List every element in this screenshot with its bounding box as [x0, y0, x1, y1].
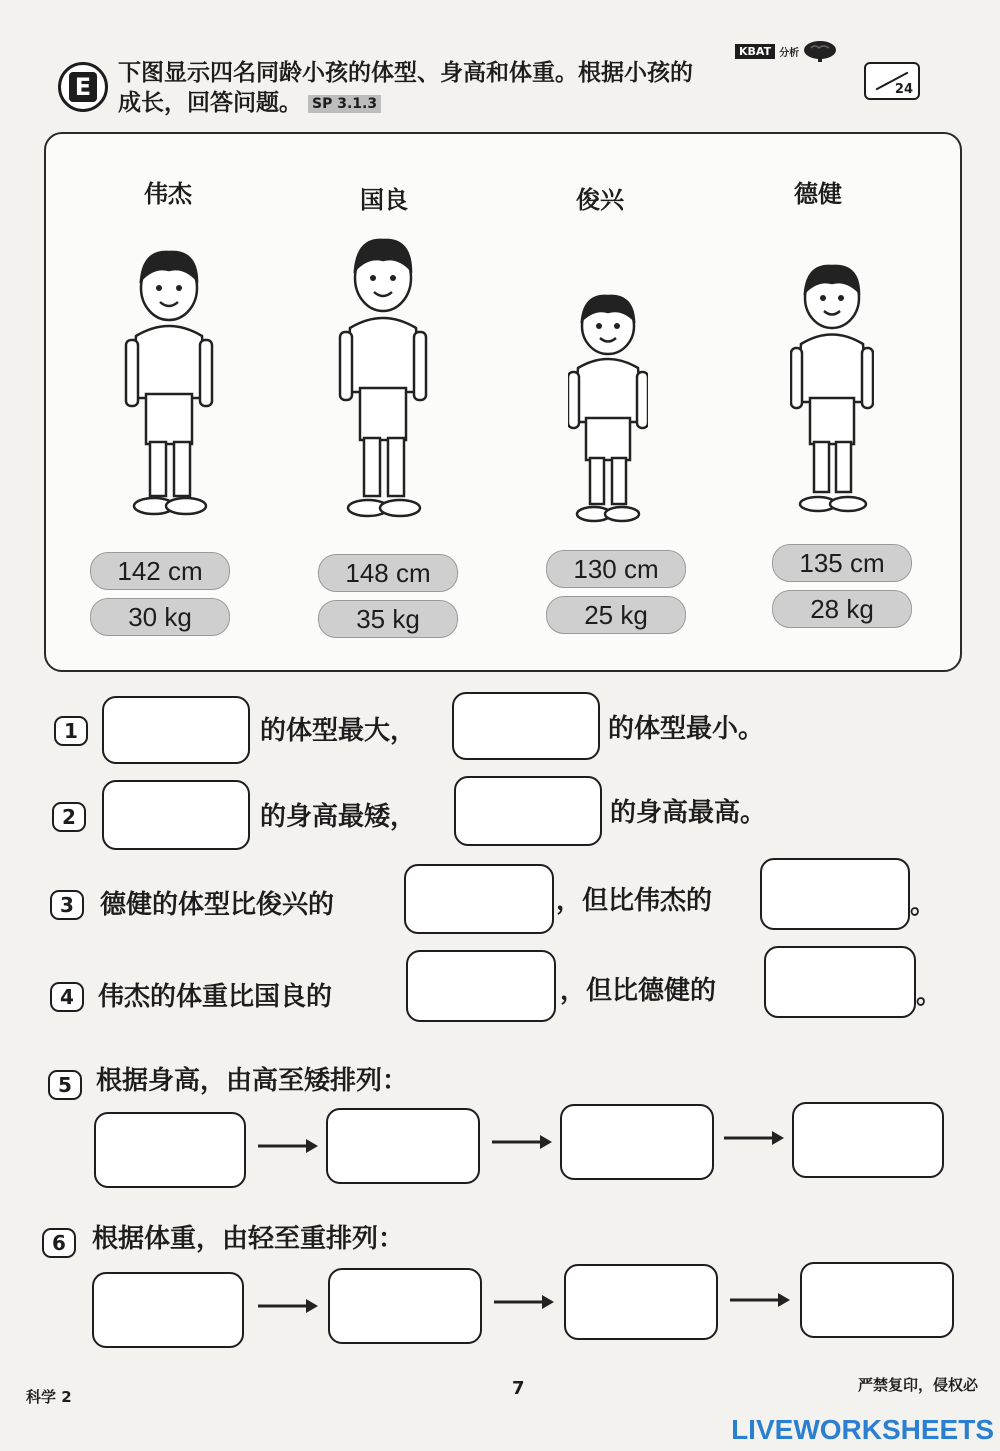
answer-box-q5-4[interactable]	[792, 1102, 944, 1178]
child-height-weijie: 142 cm	[90, 552, 230, 590]
question-text: 。	[910, 890, 937, 920]
arrow-right-icon	[492, 1292, 554, 1312]
instruction-line-2: 成长，回答问题。	[118, 90, 302, 116]
child-name-dejian: 德健	[794, 180, 842, 208]
arrow-right-icon	[490, 1132, 552, 1152]
answer-box-q4-a[interactable]	[406, 950, 556, 1022]
question-number: 5	[48, 1070, 82, 1100]
score-total: 24	[894, 82, 913, 97]
child-height-junxing: 130 cm	[546, 550, 686, 588]
answer-box-q2-shortest[interactable]	[102, 780, 250, 850]
brain-icon	[803, 40, 837, 62]
arrow-right-icon	[256, 1296, 318, 1316]
answer-box-q3-b[interactable]	[760, 858, 910, 930]
standard-code-tag: SP 3.1.3	[308, 95, 381, 113]
question-text: 伟杰的体重比国良的	[98, 982, 333, 1012]
kbat-badge	[735, 40, 837, 62]
question-number: 6	[42, 1228, 76, 1258]
child-figure-weijie	[124, 244, 214, 534]
child-figure-guoliang	[338, 232, 428, 534]
answer-box-q6-2[interactable]	[328, 1268, 482, 1344]
child-figure-junxing	[568, 288, 648, 534]
child-name-guoliang: 国良	[360, 186, 408, 214]
answer-box-q5-1[interactable]	[94, 1112, 246, 1188]
question-text: 根据身高，由高至矮排列：	[96, 1066, 409, 1096]
arrow-right-icon	[722, 1128, 784, 1148]
watermark-text: LIVEWORKSHEETS	[731, 1414, 994, 1445]
page-number: 7	[512, 1378, 525, 1399]
copyright-notice: 严禁复印，侵权必	[858, 1376, 979, 1394]
score-box	[864, 62, 920, 100]
answer-box-q6-4[interactable]	[800, 1262, 954, 1338]
child-weight-dejian: 28 kg	[772, 590, 912, 628]
question-number: 3	[50, 890, 84, 920]
answer-box-q5-3[interactable]	[560, 1104, 714, 1180]
instruction-line-1: 下图显示四名同龄小孩的体型、身高和体重。根据小孩的	[118, 60, 693, 86]
child-weight-junxing: 25 kg	[546, 596, 686, 634]
kbat-label: KBAT	[735, 44, 775, 59]
arrow-right-icon	[728, 1290, 790, 1310]
question-number: 2	[52, 802, 86, 832]
answer-box-q2-tallest[interactable]	[454, 776, 602, 846]
question-text: ，但比德健的	[560, 976, 717, 1006]
question-text: ，但比伟杰的	[556, 886, 713, 916]
question-number: 1	[54, 716, 88, 746]
answer-box-q1-largest[interactable]	[102, 696, 250, 764]
liveworksheets-watermark	[731, 1414, 994, 1446]
children-figure-panel	[44, 132, 962, 672]
answer-box-q1-smallest[interactable]	[452, 692, 600, 760]
question-text: 的身高最高。	[610, 798, 767, 828]
question-letter-badge	[58, 62, 108, 112]
question-text: 德健的体型比俊兴的	[100, 890, 335, 920]
child-height-dejian: 135 cm	[772, 544, 912, 582]
child-name-junxing: 俊兴	[576, 186, 624, 214]
answer-box-q6-3[interactable]	[564, 1264, 718, 1340]
footer-subject: 科学 2	[26, 1388, 72, 1406]
answer-box-q5-2[interactable]	[326, 1108, 480, 1184]
question-text: 的体型最大，	[260, 716, 417, 746]
child-name-weijie: 伟杰	[144, 180, 192, 208]
question-text: 的体型最小。	[608, 714, 765, 744]
child-weight-weijie: 30 kg	[90, 598, 230, 636]
instruction-text	[118, 58, 838, 118]
question-number: 4	[50, 982, 84, 1012]
question-text: 根据体重，由轻至重排列：	[92, 1224, 405, 1254]
answer-box-q6-1[interactable]	[92, 1272, 244, 1348]
question-letter: E	[69, 72, 97, 102]
question-text: 。	[916, 980, 943, 1010]
child-weight-guoliang: 35 kg	[318, 600, 458, 638]
answer-box-q3-a[interactable]	[404, 864, 554, 934]
question-text: 的身高最矮，	[260, 802, 417, 832]
kbat-sub-label: 分析	[779, 47, 800, 59]
arrow-right-icon	[256, 1136, 318, 1156]
answer-box-q4-b[interactable]	[764, 946, 916, 1018]
child-height-guoliang: 148 cm	[318, 554, 458, 592]
child-figure-dejian	[790, 258, 874, 526]
